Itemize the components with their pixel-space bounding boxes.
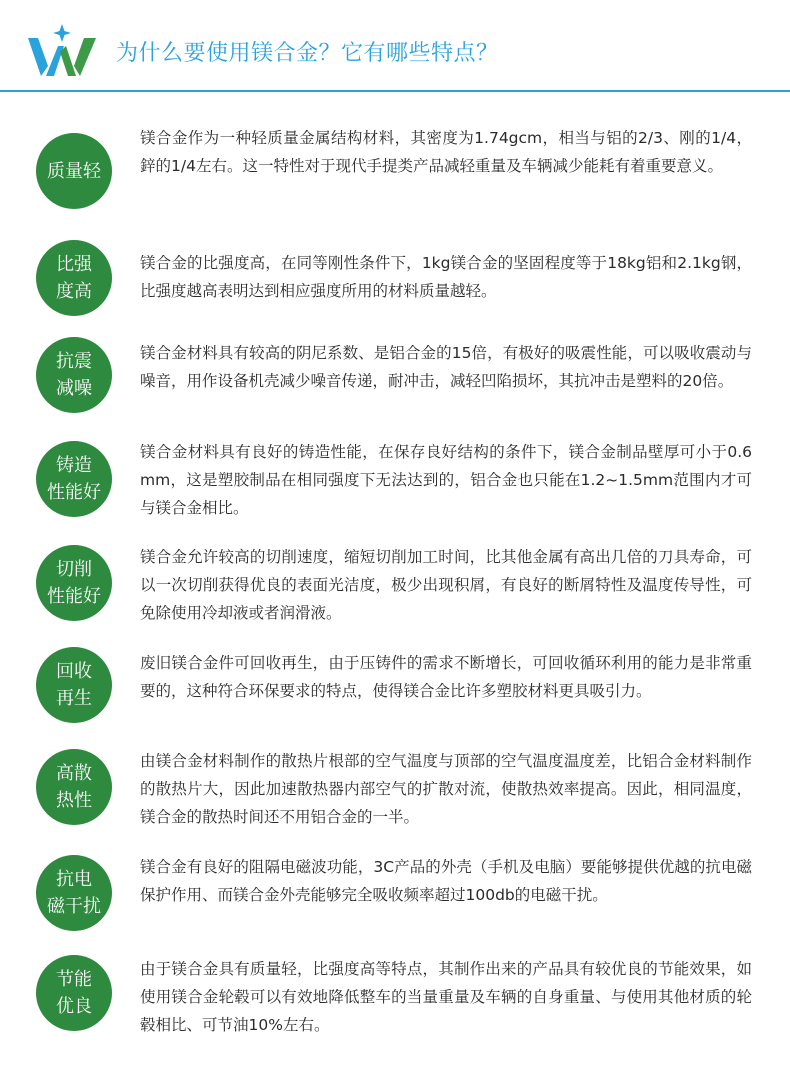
feature-badge [36, 133, 112, 209]
feature-badge-label: 比强 度高 [56, 254, 92, 302]
feature-badge [36, 441, 112, 517]
feature-badge-label: 铸造 性能好 [47, 455, 101, 503]
w-logo-icon [24, 22, 100, 80]
feature-description: 由于镁合金具有质量轻，比强度高等特点，其制作出来的产品具有较优良的节能效果，如使用镁合金轮毂可以有效地降低整车的当量重量及车辆的自身重量、与使用其他材质的轮毂相比、可节油10%左右。 [140, 960, 752, 1034]
feature-description: 镁合金材料具有良好的铸造性能，在保存良好结构的条件下，镁合金制品壁厚可小于0.6mm，这是塑胶制品在相同强度下无法达到的，铝合金也只能在1.2~1.5mm范围内才可与镁合金相比。 [140, 443, 752, 517]
feature-description: 废旧镁合金件可回收再生，由于压铸件的需求不断增长，可回收循环利用的能力是非常重要的，这种符合环保要求的特点，使得镁合金比许多塑胶材料更具吸引力。 [140, 654, 752, 700]
feature-description: 镁合金有良好的阻隔电磁波功能，3C产品的外壳（手机及电脑）要能够提供优越的抗电磁保护作用、而镁合金外壳能够完全吸收频率超过100db的电磁干扰。 [140, 858, 752, 904]
feature-badge [36, 855, 112, 931]
page-header [0, 0, 790, 92]
feature-badge [36, 749, 112, 825]
feature-badge [36, 337, 112, 413]
feature-badge [36, 955, 112, 1031]
page-title: 为什么要使用镁合金？它有哪些特点？ [116, 41, 499, 66]
feature-badge-label: 节能 优良 [56, 969, 92, 1017]
feature-badge-label: 切削 性能好 [47, 559, 101, 607]
feature-badge-label: 回收 再生 [56, 661, 92, 709]
feature-badge-label: 抗震 减噪 [56, 351, 92, 399]
header-divider [0, 90, 790, 92]
feature-description: 镁合金的比强度高，在同等刚性条件下，1kg镁合金的坚固程度等于18kg铝和2.1kg钢，比强度越高表明达到相应强度所用的材料质量越轻。 [140, 254, 752, 300]
feature-badge-label: 抗电 磁干扰 [47, 869, 101, 917]
feature-description: 镁合金作为一种轻质量金属结构材料，其密度为1.74gcm，相当与铝的2/3、刚的1/4，鋅的1/4左右。这一特性对于现代手提类产品减轻重量及车辆减少能耗有着重要意义。 [140, 129, 752, 175]
feature-badge-label: 高散 热性 [56, 763, 92, 811]
feature-badge-label: 质量轻 [47, 160, 101, 182]
feature-badge [36, 647, 112, 723]
feature-badge [36, 545, 112, 621]
feature-badge [36, 240, 112, 316]
feature-description: 镁合金允许较高的切削速度，缩短切削加工时间，比其他金属有高出几倍的刀具寿命，可以一次切削获得优良的表面光洁度，极少出现积屑，有良好的断屑特性及温度传导性，可免除使用冷却液或者润滑液。 [140, 548, 752, 622]
feature-description: 镁合金材料具有较高的阴尼系数、是铝合金的15倍，有极好的吸震性能，可以吸收震动与噪音，用作设备机壳减少噪音传递，耐冲击，减轻凹陷损坏，其抗冲击是塑料的20倍。 [140, 344, 752, 390]
feature-description: 由镁合金材料制作的散热片根部的空气温度与顶部的空气温度温度差，比铝合金材料制作的散热片大，因此加速散热器内部空气的扩散对流，使散热效率提高。因此，相同温度，镁合金的散热时间还不用铝合金的一半。 [140, 752, 752, 826]
